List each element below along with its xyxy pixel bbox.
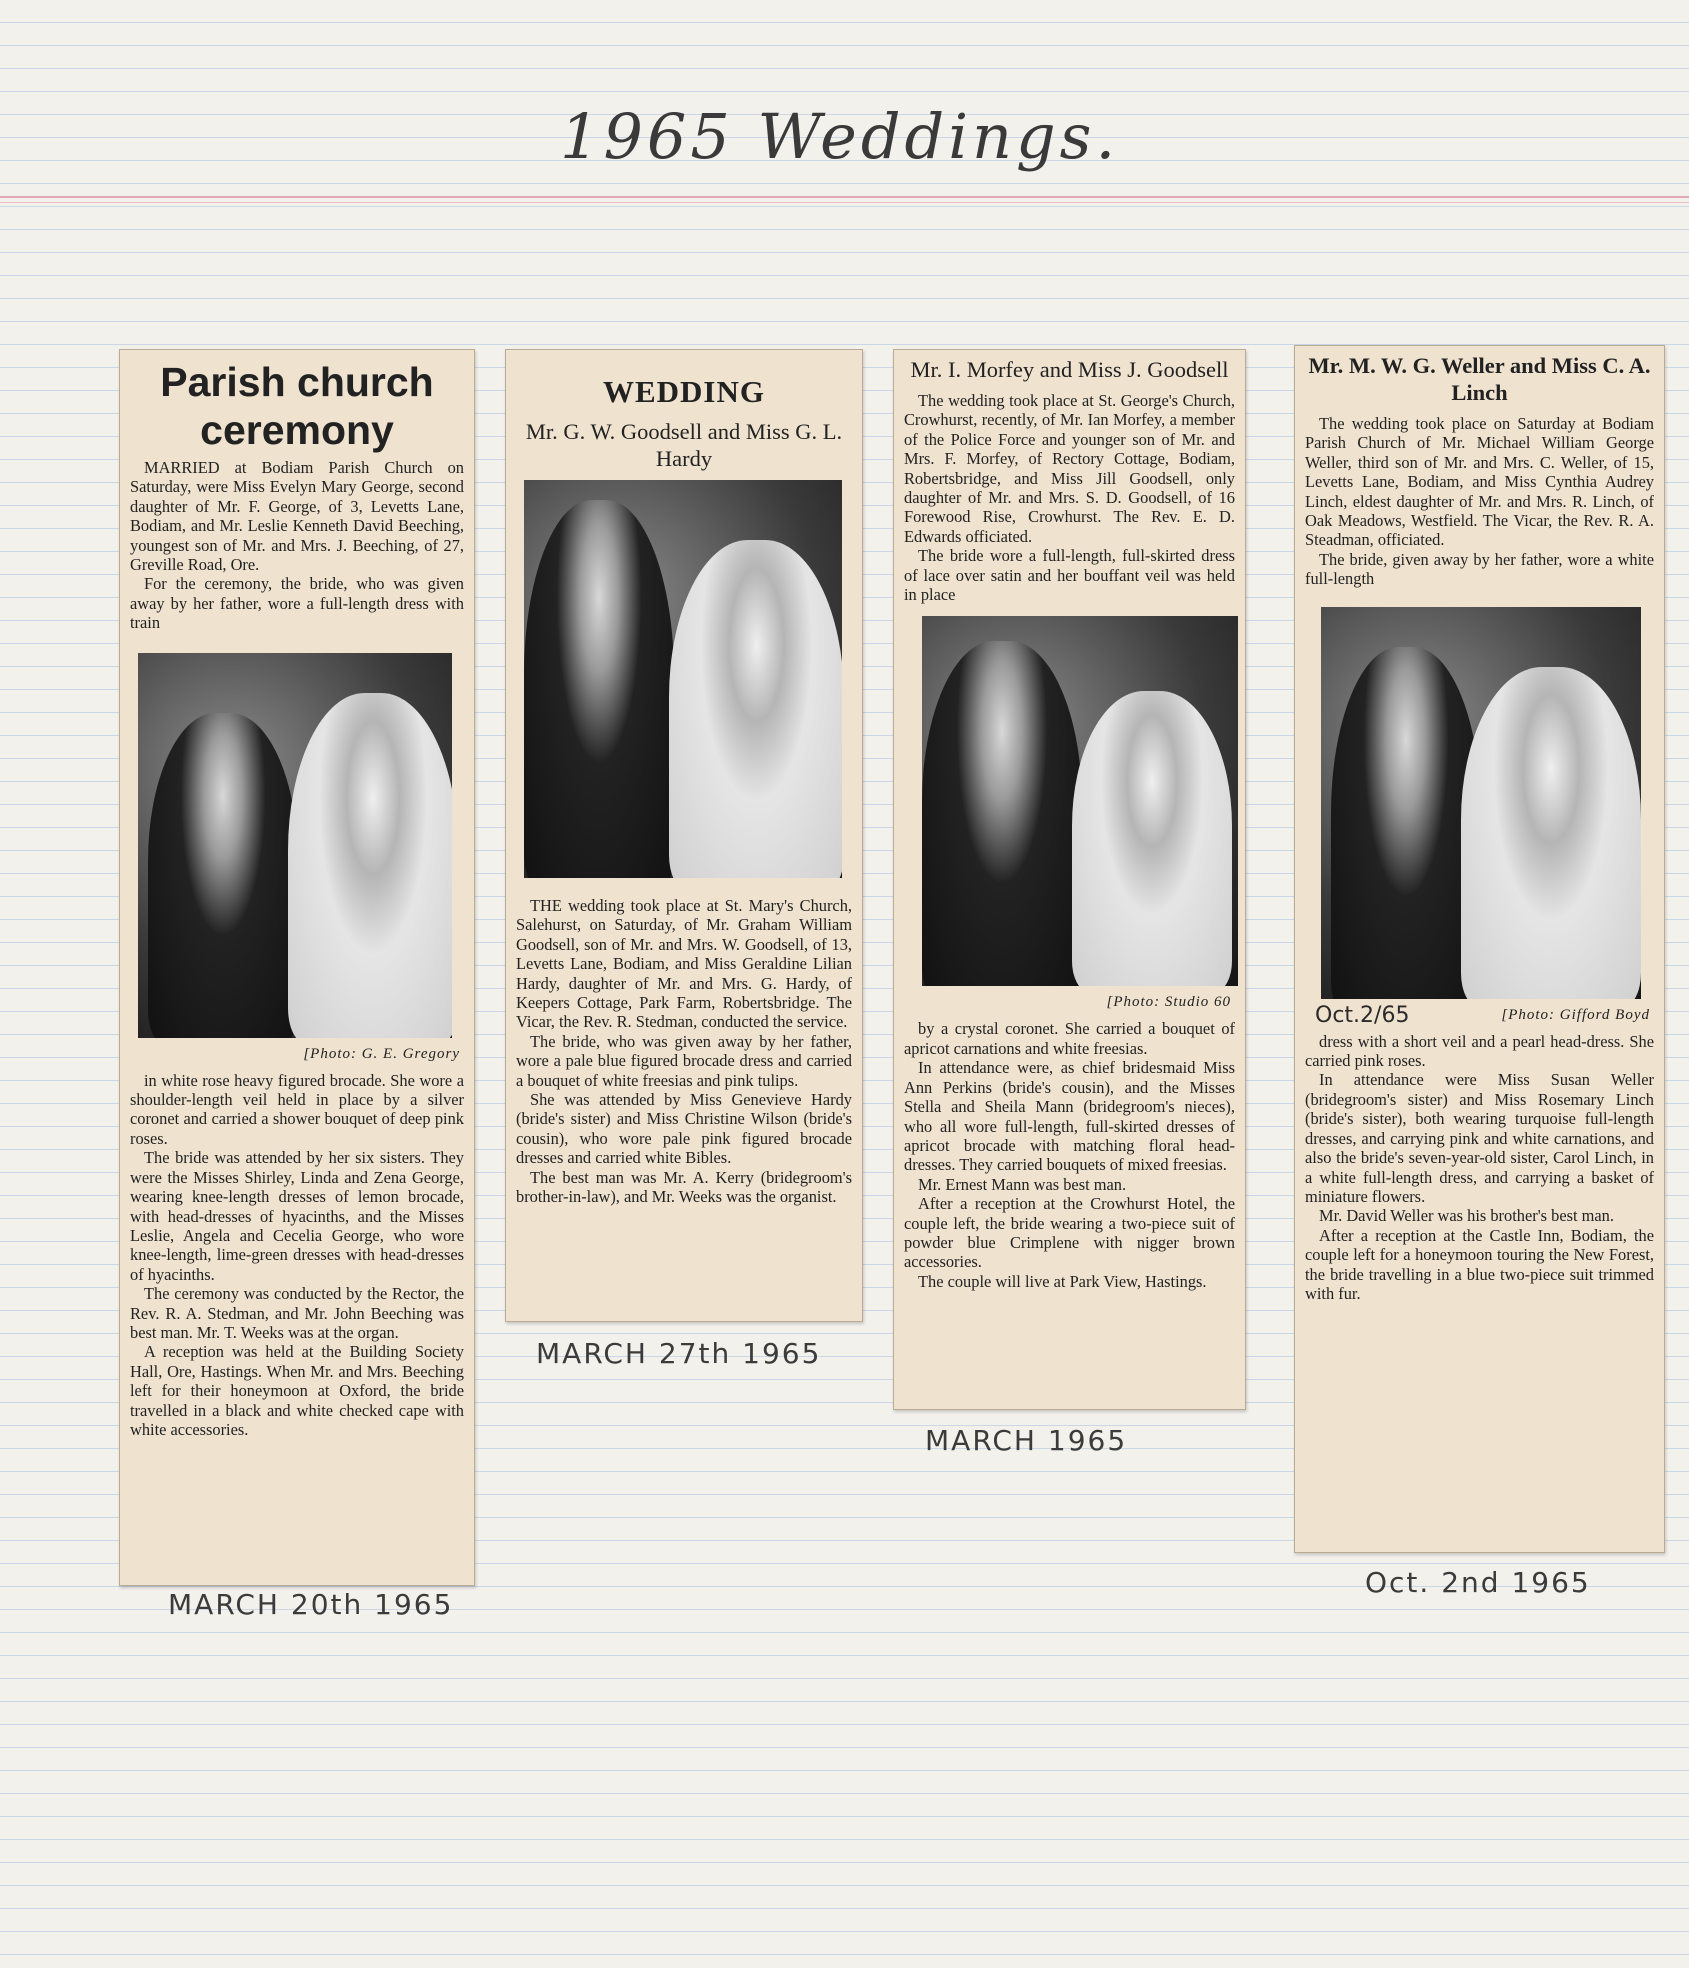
handwritten-date: MARCH 1965	[925, 1424, 1128, 1457]
clipping-subhead: Mr. G. W. Goodsell and Miss G. L. Hardy	[525, 419, 843, 471]
handwritten-date: Oct. 2nd 1965	[1365, 1566, 1591, 1599]
page-margin-line-secondary	[0, 202, 1689, 203]
clipping-paragraph: The wedding took place at St. George's Church, Crowhurst, recently, of Mr. Ian Morfey, a member of the Police Force and younger son of Mr. and Mrs. F. Morfey, of Rectory Cottage, Bodiam, Robertsbridge, and Miss Jill Goodsell, only daughter of Mr. and Mrs. S. D. Goodsell, of 16 Forewood Rise, Crowhurst. The Rev. E. D. Edwards officiated.	[904, 391, 1235, 546]
photo-credit: [Photo: G. E. Gregory	[303, 1045, 460, 1062]
bride-figure	[669, 540, 842, 878]
bride-figure	[1461, 667, 1641, 999]
clipping-paragraph: dress with a short veil and a pearl head-dress. She carried pink roses.	[1305, 1031, 1654, 1071]
clipping-paragraph: in white rose heavy figured brocade. She wore a shoulder-length veil held in place by a silver coronet and carried a shower bouquet of deep pink roses.	[130, 1070, 464, 1148]
bride-figure	[288, 693, 452, 1038]
page-heading: 1965 Weddings.	[560, 100, 1120, 173]
wedding-photo	[138, 653, 452, 1038]
wedding-photo	[922, 616, 1238, 986]
clipping-paragraph: MARRIED at Bodiam Parish Church on Saturday, were Miss Evelyn Mary George, second daughter of Mr. F. George, of 3, Levetts Lane, Bodiam, and Mr. Leslie Kenneth David Beeching, youngest son of Mr. and Mrs. J. Beeching, of 27, Greville Road, Ore.	[130, 458, 464, 575]
clipping-paragraph: THE wedding took place at St. Mary's Church, Salehurst, on Saturday, of Mr. Graham William Goodsell, son of Mr. and Mrs. W. Goodsell, of 13, Levetts Lane, Bodiam, and Miss Geraldine Lilian Hardy, daughter of Mr. and Mrs. G. Hardy, of Keepers Cottage, Park Farm, Robertsbridge. The Vicar, the Rev. R. Stedman, conducted the service.	[516, 896, 852, 1032]
clipping-weller-linch	[1294, 345, 1665, 1553]
clipping-paragraph: After a reception at the Crowhurst Hotel, the couple left, the bride wearing a two-piece suit of powder blue Crimplene with nigger brown accessories.	[904, 1194, 1235, 1272]
clipping-paragraph: The couple will live at Park View, Hastings.	[918, 1271, 1207, 1291]
clipping-paragraph: The ceremony was conducted by the Rector, the Rev. R. A. Stedman, and Mr. John Beeching was best man. Mr. T. Weeks was at the organ.	[130, 1284, 464, 1342]
groom-figure	[922, 641, 1082, 986]
clipping-paragraph: The best man was Mr. A. Kerry (bridegroom's brother-in-law), and Mr. Weeks was the organist.	[516, 1167, 852, 1207]
wedding-photo	[1321, 607, 1641, 999]
clipping-paragraph: After a reception at the Castle Inn, Bodiam, the couple left for a honeymoon touring the New Forest, the bride travelling in a blue two-piece suit trimmed with fur.	[1305, 1225, 1654, 1303]
clipping-headline: WEDDING	[602, 374, 765, 409]
clipping-morfey-goodsell	[893, 349, 1246, 1410]
handwritten-date: MARCH 27th 1965	[536, 1337, 822, 1370]
clipping-wedding-goodsell-hardy	[505, 349, 863, 1322]
clipping-paragraph: The bride was attended by her six sisters. They were the Misses Shirley, Linda and Zena George, wearing knee-length dresses of lemon brocade, with head-dresses of hyacinths, and the Misses Leslie, Angela and Cecelia George, who wore knee-length, lime-green dresses with head-dresses of hyacinths.	[130, 1148, 464, 1284]
clipping-paragraph: In attendance were, as chief bridesmaid Miss Ann Perkins (bride's cousin), and the Misses Stella and Sheila Mann (bridegroom's nieces), who all wore full-length, full-skirted dresses of apricot brocade with matching floral head-dresses. They carried bouquets of mixed freesias.	[904, 1058, 1235, 1175]
clipping-paragraph: by a crystal coronet. She carried a bouquet of apricot carnations and white freesias.	[904, 1019, 1235, 1058]
clipping-paragraph: Mr. Ernest Mann was best man.	[918, 1174, 1127, 1194]
page-margin-line	[0, 196, 1689, 198]
clipping-paragraph: A reception was held at the Building Society Hall, Ore, Hastings. When Mr. and Mrs. Beeching left for their honeymoon at Oxford, the bride travelled in a black and white checked cape with white accessories.	[130, 1342, 464, 1439]
photo-credit: [Photo: Gifford Boyd	[1501, 1006, 1650, 1023]
clipping-paragraph: For the ceremony, the bride, who was given away by her father, wore a full-length dress with train	[130, 574, 464, 633]
photo-caption-row	[1315, 1003, 1650, 1028]
bride-figure	[1072, 691, 1232, 986]
handwritten-note: Oct.2/65	[1315, 1002, 1410, 1028]
clipping-subhead: Mr. I. Morfey and Miss J. Goodsell	[910, 357, 1229, 382]
clipping-paragraph: In attendance were Miss Susan Weller (bridegroom's sister) and Miss Rosemary Linch (bride's sister), both wearing turquoise full-length dresses, and carrying pink and white carnations, and also the bride's seven-year-old sister, Carol Linch, in a white full-length dress, and carrying a basket of miniature flowers.	[1305, 1070, 1654, 1206]
clipping-parish-church	[119, 349, 475, 1586]
groom-figure	[148, 713, 298, 1038]
clipping-paragraph: The bride, given away by her father, wore a white full-length	[1305, 549, 1654, 589]
clipping-paragraph: She was attended by Miss Genevieve Hardy (bride's sister) and Miss Christine Wilson (bride's cousin), who wore pale pink figured brocade dresses and carried white Bibles.	[516, 1090, 852, 1168]
clipping-subhead: Mr. M. W. G. Weller and Miss C. A. Linch	[1308, 353, 1651, 405]
handwritten-date: MARCH 20th 1965	[168, 1588, 454, 1621]
clipping-paragraph: The bride, who was given away by her father, wore a pale blue figured brocade dress and carried a bouquet of white freesias and pink tulips.	[516, 1031, 852, 1090]
groom-figure	[524, 500, 674, 878]
clipping-paragraph: Mr. David Weller was his brother's best man.	[1319, 1206, 1614, 1226]
clipping-headline: Parish church ceremony	[160, 359, 434, 453]
wedding-photo	[524, 480, 842, 878]
clipping-paragraph: The wedding took place on Saturday at Bodiam Parish Church of Mr. Michael William George Weller, third son of Mr. and Mrs. C. Weller, of 15, Levetts Lane, Bodiam, and Miss Cynthia Audrey Linch, eldest daughter of Mr. and Mrs. R. Linch, of Oak Meadows, Westfield. The Vicar, the Rev. R. A. Steadman, officiated.	[1305, 414, 1654, 550]
photo-credit: [Photo: Studio 60	[1106, 994, 1231, 1011]
groom-figure	[1331, 647, 1481, 999]
clipping-paragraph: The bride wore a full-length, full-skirted dress of lace over satin and her bouffant veil was held in place	[904, 546, 1235, 605]
